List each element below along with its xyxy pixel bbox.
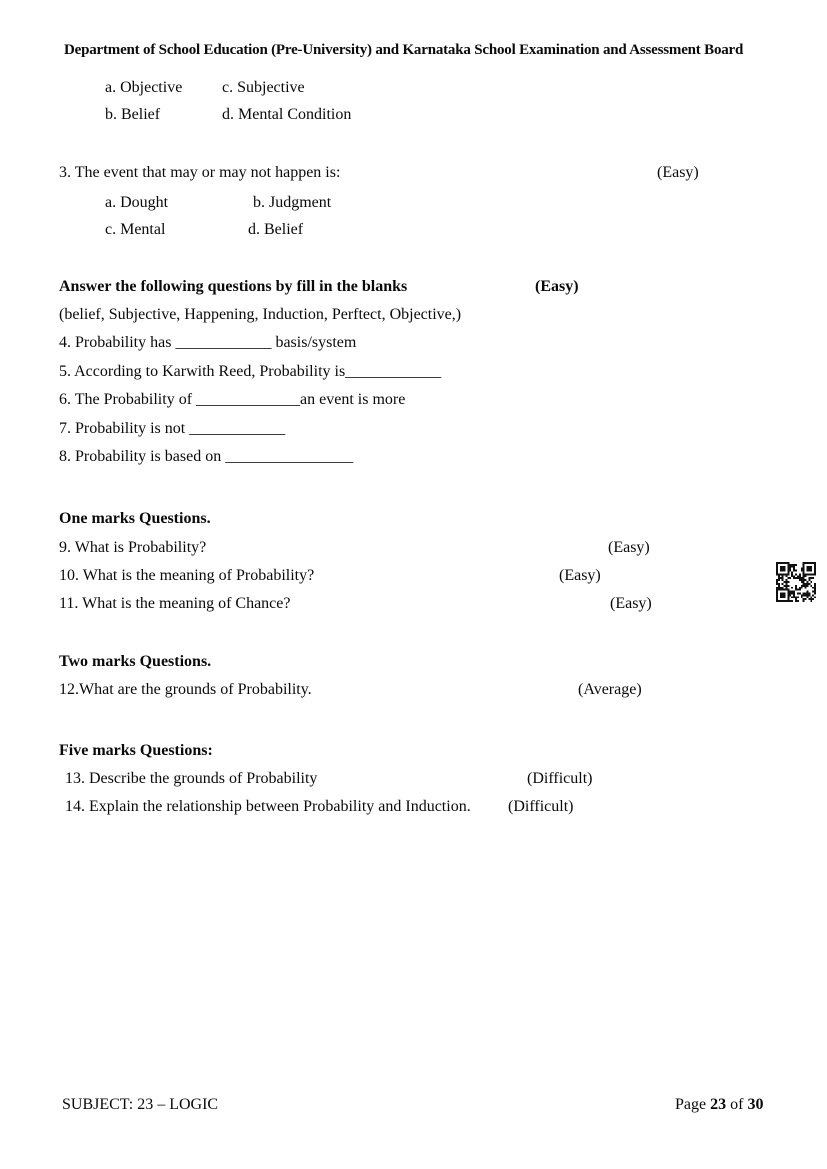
- question-7-text: 7. Probability is not ____________: [59, 420, 286, 437]
- footer-page-number: 23: [710, 1096, 727, 1113]
- question-14-difficulty-badge: (Difficult): [508, 798, 574, 815]
- question-13-difficulty-badge: (Difficult): [527, 770, 593, 787]
- question-11-difficulty-badge: (Easy): [610, 595, 652, 612]
- question-3-option-a: a. Dought: [105, 194, 169, 211]
- page-title: Department of School Education (Pre-University) and Karnataka School Examination and Assessment Board: [64, 42, 744, 58]
- carryover-option-a: a. Objective: [105, 79, 183, 96]
- question-3-difficulty-badge: (Easy): [657, 164, 699, 181]
- question-12-text: 12.What are the grounds of Probability.: [59, 681, 312, 698]
- fill-in-blanks-heading: Answer the following questions by fill in the blanks: [59, 278, 408, 295]
- question-11-text: 11. What is the meaning of Chance?: [59, 595, 291, 612]
- question-10-text: 10. What is the meaning of Probability?: [59, 567, 315, 584]
- question-3-option-c: c. Mental: [105, 221, 166, 238]
- footer-total-pages: 30: [747, 1096, 764, 1113]
- one-marks-heading: One marks Questions.: [59, 510, 211, 527]
- two-marks-heading: Two marks Questions.: [59, 653, 212, 670]
- carryover-option-d: d. Mental Condition: [222, 106, 352, 123]
- footer-of-word: of: [730, 1096, 744, 1113]
- question-9-difficulty-badge: (Easy): [608, 539, 650, 556]
- question-3-text: 3. The event that may or may not happen is:: [59, 164, 341, 181]
- question-9-text: 9. What is Probability?: [59, 539, 207, 556]
- qr-code: [776, 561, 816, 603]
- footer-subject: SUBJECT: 23 – LOGIC: [62, 1096, 219, 1113]
- carryover-option-b: b. Belief: [105, 106, 161, 123]
- word-bank: (belief, Subjective, Happening, Induction, Perftect, Objective,): [59, 306, 462, 323]
- question-4-text: 4. Probability has ____________ basis/system: [59, 334, 357, 351]
- question-3-option-d: d. Belief: [248, 221, 304, 238]
- carryover-option-c: c. Subjective: [222, 79, 305, 96]
- question-13-text: 13. Describe the grounds of Probability: [65, 770, 318, 787]
- question-8-text: 8. Probability is based on ________________: [59, 448, 354, 465]
- footer-page-indicator: [675, 1096, 763, 1114]
- fill-in-blanks-difficulty-badge: (Easy): [535, 278, 579, 295]
- five-marks-heading: Five marks Questions:: [59, 742, 213, 759]
- question-5-text: 5. According to Karwith Reed, Probability is____________: [59, 363, 442, 380]
- question-12-difficulty-badge: (Average): [578, 681, 642, 698]
- footer-page-word: Page: [675, 1096, 707, 1113]
- question-3-option-b: b. Judgment: [253, 194, 332, 211]
- question-10-difficulty-badge: (Easy): [559, 567, 601, 584]
- question-14-text: 14. Explain the relationship between Probability and Induction.: [65, 798, 471, 815]
- question-6-text: 6. The Probability of _____________an event is more: [59, 391, 406, 408]
